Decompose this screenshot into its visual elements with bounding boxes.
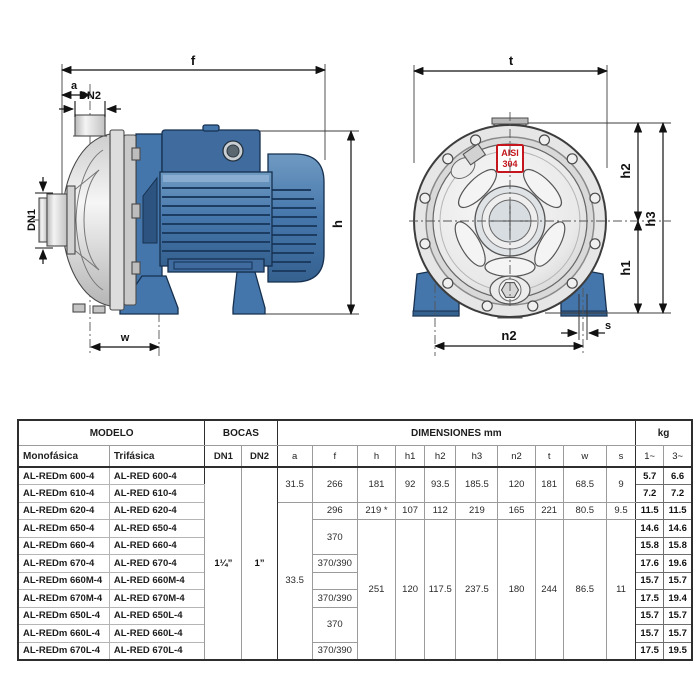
model-tri-cell: AL-RED 660-4 — [109, 537, 204, 555]
kg-3ph-cell: 14.6 — [664, 520, 692, 538]
kg-1ph-cell: 17.6 — [636, 555, 664, 573]
model-mono-cell: AL-REDm 670-4 — [18, 555, 109, 573]
dim-h1-cell: 120 — [396, 520, 425, 660]
dimension-h1 — [618, 221, 638, 313]
dim-t-cell: 244 — [535, 520, 563, 660]
dim-t-cell: 181 — [535, 467, 563, 502]
badge-text-aisi: AISI — [501, 148, 519, 158]
dim-label-h2: h2 — [618, 163, 633, 179]
motor-rear-foot — [233, 272, 265, 314]
header-dimensiones: DIMENSIONES mm — [277, 420, 636, 446]
discharge-pipe — [75, 115, 105, 136]
kg-1ph-cell: 15.7 — [636, 625, 664, 643]
header-trifasica: Trifásica — [109, 446, 204, 468]
dimension-t — [414, 53, 607, 71]
dim-h2-cell: 117.5 — [425, 520, 456, 660]
model-mono-cell: AL-REDm 610-4 — [18, 485, 109, 503]
header-dim-s: s — [606, 446, 635, 468]
dim-n2-cell: 165 — [498, 502, 535, 520]
table-row — [18, 520, 692, 538]
motor — [160, 125, 272, 272]
dim-n2-cell: 120 — [498, 467, 535, 502]
dimension-n2 — [435, 328, 583, 346]
kg-1ph-cell: 7.2 — [636, 485, 664, 503]
kg-1ph-cell: 17.5 — [636, 590, 664, 608]
dim-dn1-cell: 1¼” — [205, 467, 242, 660]
kg-3ph-cell: 15.8 — [664, 537, 692, 555]
motor-end-cap — [268, 154, 324, 282]
header-modelo: MODELO — [18, 420, 205, 446]
table-row — [18, 467, 692, 485]
header-kg-3ph: 3~ — [664, 446, 692, 468]
header-bocas: BOCAS — [205, 420, 277, 446]
kg-3ph-cell: 7.2 — [664, 485, 692, 503]
kg-3ph-cell: 15.7 — [664, 607, 692, 625]
model-tri-cell: AL-RED 600-4 — [109, 467, 204, 485]
kg-1ph-cell: 15.8 — [636, 537, 664, 555]
model-tri-cell: AL-RED 670-4 — [109, 555, 204, 573]
header-dim-h3: h3 — [456, 446, 498, 468]
dim-w-cell: 80.5 — [563, 502, 606, 520]
dim-f-cell: 296 — [312, 502, 357, 520]
kg-1ph-cell: 15.7 — [636, 572, 664, 590]
dim-h1-cell: 107 — [396, 502, 425, 520]
model-mono-cell: AL-REDm 670L-4 — [18, 642, 109, 660]
dim-s-cell: 9.5 — [606, 502, 635, 520]
dim-h-cell: 219 * — [357, 502, 395, 520]
lifting-lug — [203, 125, 219, 131]
header-dim-h: h — [357, 446, 395, 468]
casing-clip — [132, 262, 140, 274]
pump-front-view-drawing — [395, 38, 695, 386]
model-tri-cell: AL-RED 610-4 — [109, 485, 204, 503]
dim-label-s: s — [604, 320, 612, 332]
dimension-h2 — [618, 123, 638, 221]
dim-label-dn1: DN1 — [26, 208, 38, 232]
model-mono-cell: AL-REDm 660-4 — [18, 537, 109, 555]
dim-label-w: w — [120, 332, 130, 344]
dim-a-cell: 33.5 — [277, 502, 312, 660]
header-dim-w: w — [563, 446, 606, 468]
dim-h2-cell: 93.5 — [425, 467, 456, 502]
dim-label-t: t — [508, 53, 514, 68]
dimensions-table — [17, 419, 693, 661]
model-mono-cell: AL-REDm 660L-4 — [18, 625, 109, 643]
dim-f-cell: 370 — [312, 520, 357, 555]
dim-label-f: f — [190, 53, 196, 68]
kg-3ph-cell: 19.5 — [664, 642, 692, 660]
kg-1ph-cell: 17.5 — [636, 642, 664, 660]
dim-label-n2: n2 — [501, 328, 517, 343]
suction-flange — [39, 198, 47, 242]
kg-1ph-cell: 5.7 — [636, 467, 664, 485]
dim-label-dn2: DN2 — [78, 90, 102, 102]
table-body — [18, 467, 692, 660]
terminal-box — [162, 130, 260, 174]
dim-h2-cell: 112 — [425, 502, 456, 520]
model-tri-cell: AL-RED 650L-4 — [109, 607, 204, 625]
suction-hub — [47, 194, 67, 246]
dim-h3-cell: 185.5 — [456, 467, 498, 502]
dimension-w — [91, 332, 159, 347]
model-tri-cell: AL-RED 620-4 — [109, 502, 204, 520]
dimension-f — [62, 53, 325, 70]
dim-h1-cell: 92 — [396, 467, 425, 502]
dim-label-h1: h1 — [618, 260, 633, 276]
dim-f-cell: 266 — [312, 467, 357, 502]
header-dn2: DN2 — [242, 446, 277, 468]
header-monofasica: Monofásica — [18, 446, 109, 468]
kg-1ph-cell: 14.6 — [636, 520, 664, 538]
header-dn1: DN1 — [205, 446, 242, 468]
model-tri-cell: AL-RED 670L-4 — [109, 642, 204, 660]
kg-1ph-cell: 15.7 — [636, 607, 664, 625]
header-dim-n2: n2 — [498, 446, 535, 468]
dim-f-cell: 370/390 — [312, 590, 357, 608]
dim-n2-cell: 180 — [498, 520, 535, 660]
dim-dn2-cell: 1” — [242, 467, 277, 660]
dim-label-h: h — [330, 220, 345, 228]
header-kg-1ph: 1~ — [636, 446, 664, 468]
kg-3ph-cell: 11.5 — [664, 502, 692, 520]
pump-casing — [39, 115, 140, 313]
model-mono-cell: AL-REDm 650-4 — [18, 520, 109, 538]
dim-h3-cell: 237.5 — [456, 520, 498, 660]
header-dim-f: f — [312, 446, 357, 468]
header-dim-a: a — [277, 446, 312, 468]
dim-s-cell: 11 — [606, 520, 635, 660]
dim-f-cell: 370/390 — [312, 642, 357, 660]
dim-s-cell: 9 — [606, 467, 635, 502]
model-tri-cell: AL-RED 670M-4 — [109, 590, 204, 608]
model-mono-cell: AL-REDm 620-4 — [18, 502, 109, 520]
model-mono-cell: AL-REDm 650L-4 — [18, 607, 109, 625]
model-mono-cell: AL-REDm 670M-4 — [18, 590, 109, 608]
dimension-h3 — [643, 123, 663, 313]
casing-clip — [132, 148, 140, 160]
header-dim-h2: h2 — [425, 446, 456, 468]
table-header — [18, 420, 692, 467]
header-dim-h1: h1 — [396, 446, 425, 468]
dim-label-a: a — [70, 80, 78, 92]
dim-h-cell: 181 — [357, 467, 395, 502]
dim-label-h3: h3 — [643, 211, 658, 227]
model-tri-cell: AL-RED 660L-4 — [109, 625, 204, 643]
dimension-h — [330, 131, 351, 314]
casing-clip — [132, 204, 140, 218]
header-dim-t: t — [535, 446, 563, 468]
pump-side-view-drawing — [15, 38, 395, 386]
model-tri-cell: AL-RED 660M-4 — [109, 572, 204, 590]
dim-f-cell: 370 — [312, 607, 357, 642]
kg-1ph-cell: 11.5 — [636, 502, 664, 520]
kg-3ph-cell: 19.6 — [664, 555, 692, 573]
dim-f-cell: 370/390 — [312, 555, 357, 573]
kg-3ph-cell: 15.7 — [664, 625, 692, 643]
header-kg: kg — [636, 420, 692, 446]
model-tri-cell: AL-RED 650-4 — [109, 520, 204, 538]
table-row — [18, 502, 692, 520]
dim-f-cell — [312, 572, 357, 590]
dim-a-cell: 31.5 — [277, 467, 312, 502]
kg-3ph-cell: 6.6 — [664, 467, 692, 485]
badge-text-304: 304 — [502, 159, 518, 169]
motor-skirt — [168, 259, 264, 272]
dimension-s — [561, 320, 611, 333]
dim-t-cell: 221 — [535, 502, 563, 520]
dim-h-cell: 251 — [357, 520, 395, 660]
dim-h3-cell: 219 — [456, 502, 498, 520]
kg-3ph-cell: 15.7 — [664, 572, 692, 590]
kg-3ph-cell: 19.4 — [664, 590, 692, 608]
dim-w-cell: 86.5 — [563, 520, 606, 660]
model-mono-cell: AL-REDm 660M-4 — [18, 572, 109, 590]
model-mono-cell: AL-REDm 600-4 — [18, 467, 109, 485]
dim-w-cell: 68.5 — [563, 467, 606, 502]
